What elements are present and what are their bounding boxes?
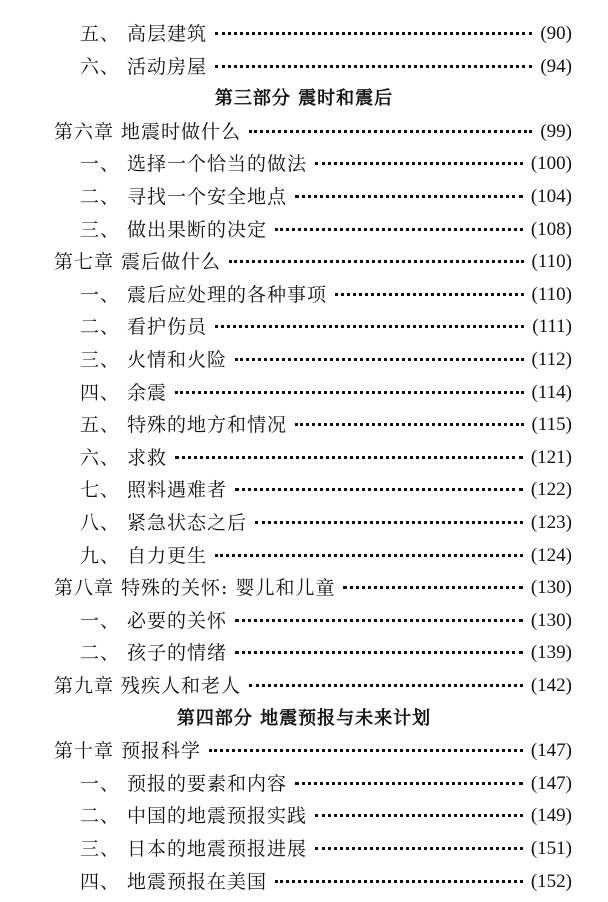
toc-page-number: (122) bbox=[530, 479, 572, 500]
dot-leader bbox=[209, 749, 523, 752]
toc-page-number: (124) bbox=[530, 545, 572, 566]
toc-section-row[interactable] bbox=[0, 442, 608, 474]
toc-section-row[interactable] bbox=[0, 148, 608, 180]
toc-page-number: (130) bbox=[530, 610, 572, 631]
toc-entry-title: 二、 中国的地震预报实践 bbox=[80, 805, 308, 827]
toc-entry-title: 一、 震后应处理的各种事项 bbox=[80, 284, 328, 306]
toc-chapter-row[interactable] bbox=[0, 670, 608, 702]
toc-page-number: (147) bbox=[530, 740, 572, 761]
toc-section-row[interactable] bbox=[0, 866, 608, 898]
toc-entry-title: 四、 地震预报在美国 bbox=[80, 871, 268, 893]
toc-entry-title: 五、 高层建筑 bbox=[80, 23, 208, 45]
toc-page-number: (100) bbox=[530, 153, 572, 174]
part-heading: 第四部分 地震预报与未来计划 bbox=[176, 708, 432, 729]
dot-leader bbox=[235, 651, 523, 654]
dot-leader bbox=[295, 782, 523, 785]
dot-leader bbox=[215, 32, 532, 35]
toc-entry-title: 二、 孩子的情绪 bbox=[80, 642, 228, 664]
toc-chapter-row[interactable] bbox=[0, 116, 608, 148]
toc-page-number: (94) bbox=[540, 56, 572, 77]
toc-entry-title: 一、 选择一个恰当的做法 bbox=[80, 153, 308, 175]
toc-section-row[interactable] bbox=[0, 51, 608, 83]
toc-page-number: (139) bbox=[530, 642, 572, 663]
dot-leader bbox=[215, 325, 524, 328]
dot-leader bbox=[315, 162, 523, 165]
toc-chapter-row[interactable] bbox=[0, 572, 608, 604]
dot-leader bbox=[215, 554, 523, 557]
toc-page-number: (130) bbox=[530, 577, 572, 598]
toc-section-row[interactable] bbox=[0, 507, 608, 539]
toc-entry-title: 二、 寻找一个安全地点 bbox=[80, 186, 288, 208]
toc-entry-title: 五、 特殊的地方和情况 bbox=[80, 414, 288, 436]
toc-section-row[interactable] bbox=[0, 833, 608, 865]
toc-section-row[interactable] bbox=[0, 377, 608, 409]
toc-page-number: (114) bbox=[531, 382, 572, 403]
toc-section-row[interactable] bbox=[0, 181, 608, 213]
toc-page-number: (90) bbox=[540, 23, 572, 44]
dot-leader bbox=[249, 684, 523, 687]
dot-leader bbox=[235, 488, 523, 491]
toc-page-number: (149) bbox=[530, 805, 572, 826]
toc-entry-title: 第八章 特殊的关怀: 婴儿和儿童 bbox=[54, 577, 336, 599]
toc-entry-title: 第十章 预报科学 bbox=[54, 740, 202, 762]
toc-section-row[interactable] bbox=[0, 800, 608, 832]
toc-page-number: (108) bbox=[530, 219, 572, 240]
dot-leader bbox=[175, 391, 524, 394]
dot-leader bbox=[235, 619, 523, 622]
dot-leader bbox=[295, 195, 523, 198]
toc-entry-title: 六、 活动房屋 bbox=[80, 56, 208, 78]
toc-page-number: (104) bbox=[530, 186, 572, 207]
dot-leader bbox=[255, 521, 523, 524]
toc-page-number: (110) bbox=[531, 251, 572, 272]
dot-leader bbox=[275, 228, 523, 231]
toc-entry-title: 三、 做出果断的决定 bbox=[80, 219, 268, 241]
dot-leader bbox=[235, 358, 524, 361]
toc-section-row[interactable] bbox=[0, 540, 608, 572]
dot-leader bbox=[335, 293, 524, 296]
toc-page-number: (123) bbox=[530, 512, 572, 533]
toc-section-row[interactable] bbox=[0, 605, 608, 637]
toc-entry-title: 第七章 震后做什么 bbox=[54, 251, 222, 273]
toc-page-number: (147) bbox=[530, 773, 572, 794]
toc-section-row[interactable] bbox=[0, 474, 608, 506]
toc-section-row[interactable] bbox=[0, 279, 608, 311]
toc-entry-title: 第九章 残疾人和老人 bbox=[54, 675, 242, 697]
dot-leader bbox=[229, 260, 524, 263]
part-heading: 第三部分 震时和震后 bbox=[214, 88, 394, 109]
toc-page-number: (151) bbox=[530, 838, 572, 859]
toc-entry-title: 一、 必要的关怀 bbox=[80, 610, 228, 632]
toc-page-number: (115) bbox=[531, 414, 572, 435]
toc-entry-title: 九、 自力更生 bbox=[80, 545, 208, 567]
toc-chapter-row[interactable] bbox=[0, 735, 608, 767]
toc-page-number: (142) bbox=[530, 675, 572, 696]
toc-page-number: (111) bbox=[532, 316, 572, 337]
toc-page-number: (110) bbox=[531, 284, 572, 305]
toc-entry-title: 三、 日本的地震预报进展 bbox=[80, 838, 308, 860]
toc-page-number: (152) bbox=[530, 871, 572, 892]
toc-entry-title: 一、 预报的要素和内容 bbox=[80, 773, 288, 795]
toc-entry-title: 八、 紧急状态之后 bbox=[80, 512, 248, 534]
toc-entry-title: 七、 照料遇难者 bbox=[80, 479, 228, 501]
dot-leader bbox=[275, 880, 523, 883]
toc-entry-title: 二、 看护伤员 bbox=[80, 316, 208, 338]
dot-leader bbox=[175, 456, 523, 459]
dot-leader bbox=[343, 586, 523, 589]
dot-leader bbox=[315, 847, 523, 850]
toc-entry-title: 六、 求救 bbox=[80, 447, 168, 469]
dot-leader bbox=[249, 130, 532, 133]
toc-section-row[interactable] bbox=[0, 311, 608, 343]
toc-page-number: (121) bbox=[530, 447, 572, 468]
dot-leader bbox=[295, 423, 524, 426]
toc-section-row[interactable] bbox=[0, 768, 608, 800]
toc-page-number: (99) bbox=[540, 121, 572, 142]
toc-entry-title: 第六章 地震时做什么 bbox=[54, 121, 242, 143]
toc-entry-title: 三、 火情和火险 bbox=[80, 349, 228, 371]
dot-leader bbox=[215, 65, 532, 68]
dot-leader bbox=[315, 814, 523, 817]
toc-section-row[interactable] bbox=[0, 18, 608, 50]
toc-chapter-row[interactable] bbox=[0, 246, 608, 278]
toc-page-number: (112) bbox=[531, 349, 572, 370]
toc-entry-title: 四、 余震 bbox=[80, 382, 168, 404]
toc-section-row[interactable] bbox=[0, 637, 608, 669]
toc-section-row[interactable] bbox=[0, 344, 608, 376]
toc-section-row[interactable] bbox=[0, 409, 608, 441]
toc-section-row[interactable] bbox=[0, 214, 608, 246]
